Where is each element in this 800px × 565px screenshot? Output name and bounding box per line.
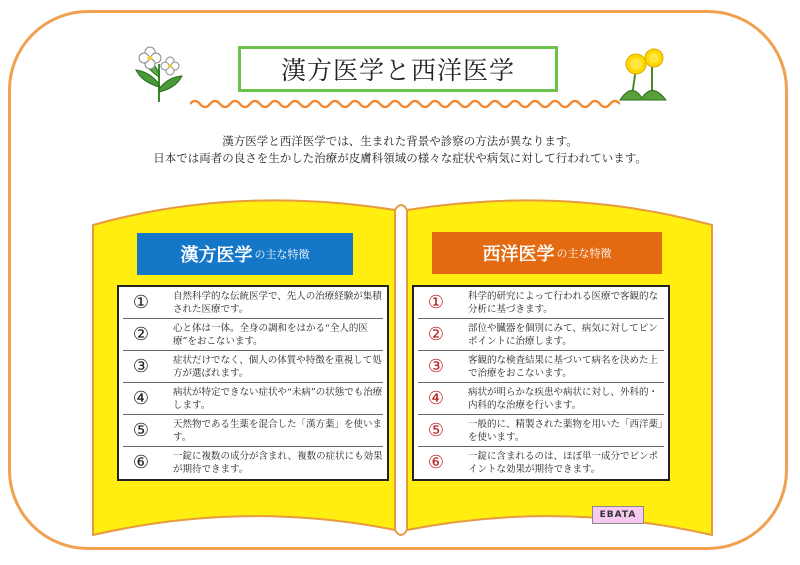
western-heading-main: 西洋医学 [482,244,555,265]
list-item [123,415,383,447]
list-item [123,287,383,319]
ebata-badge: EBATA [592,506,644,524]
page-title: 漢方医学と西洋医学 [280,56,515,85]
list-item [418,287,664,319]
item-text: 天然物である生薬を混合した「漢方薬」を使います。 [173,418,383,443]
item-number: ④ [132,388,150,409]
wave-divider [190,98,620,110]
kampo-feature-list [117,285,389,481]
item-number: ③ [427,356,445,377]
item-text: 自然科学的な伝統医学で、先人の治療経験が集積された医療です。 [173,290,382,315]
item-text: 客観的な検査結果に基づいて病名を決めた上で治療をおこないます。 [468,354,659,379]
item-number: ① [132,292,150,313]
western-heading-sub: の主な特徴 [556,247,612,260]
white-flower-icon [128,42,190,104]
intro-text [120,133,680,167]
western-feature-list [412,285,670,481]
list-item [123,383,383,415]
list-item [123,319,383,351]
item-number: ⑤ [427,420,445,441]
item-number: ⑥ [132,452,150,473]
intro-line: 漢方医学と西洋医学では、生まれた背景や診察の方法が異なります。 [222,134,578,148]
item-number: ② [427,324,445,345]
item-number: ④ [427,388,445,409]
list-item [418,319,664,351]
list-item [123,351,383,383]
item-text: 一般的に、精製された薬物を用いた「西洋薬」を使います。 [468,418,663,443]
title-box [238,46,558,92]
item-text: 病状が明らかな疾患や病状に対し、外科的・内科的な治療を行います。 [468,386,659,411]
kampo-header [137,233,353,275]
item-text: 科学的研究によって行われる医療で客観的な分析に基づきます。 [468,290,659,315]
kampo-heading-main: 漢方医学 [180,245,253,266]
item-text: 心と体は一体。全身の調和をはかる“全人的医療”をおこないます。 [173,322,368,347]
dandelion-icon [612,46,674,102]
western-header [432,232,662,274]
item-text: 一錠に含まれるのは、ほぼ単一成分でピンポイントな効果が期待できます。 [468,450,659,475]
item-number: ① [427,292,445,313]
item-text: 部位や臓器を個別にみて、病気に対してピンポイントに治療します。 [468,322,658,347]
item-number: ② [132,324,150,345]
item-number: ③ [132,356,150,377]
item-number: ⑥ [427,452,445,473]
list-item [418,351,664,383]
item-number: ⑤ [132,420,150,441]
kampo-heading-sub: の主な特徴 [254,248,310,261]
item-text: 症状だけでなく、個人の体質や特徴を重視して処方が選ばれます。 [173,354,382,379]
item-text: 一錠に複数の成分が含まれ、複数の症状にも効果が期待できます。 [173,450,383,475]
list-item [418,415,664,447]
list-item [418,383,664,415]
list-item [123,447,383,478]
item-text: 病状が特定できない症状や“未病”の状態でも治療します。 [173,386,383,411]
intro-line: 日本では両者の良さを生かした治療が皮膚科領域の様々な症状や病気に対して行われています。 [153,151,647,165]
list-item [418,447,664,478]
